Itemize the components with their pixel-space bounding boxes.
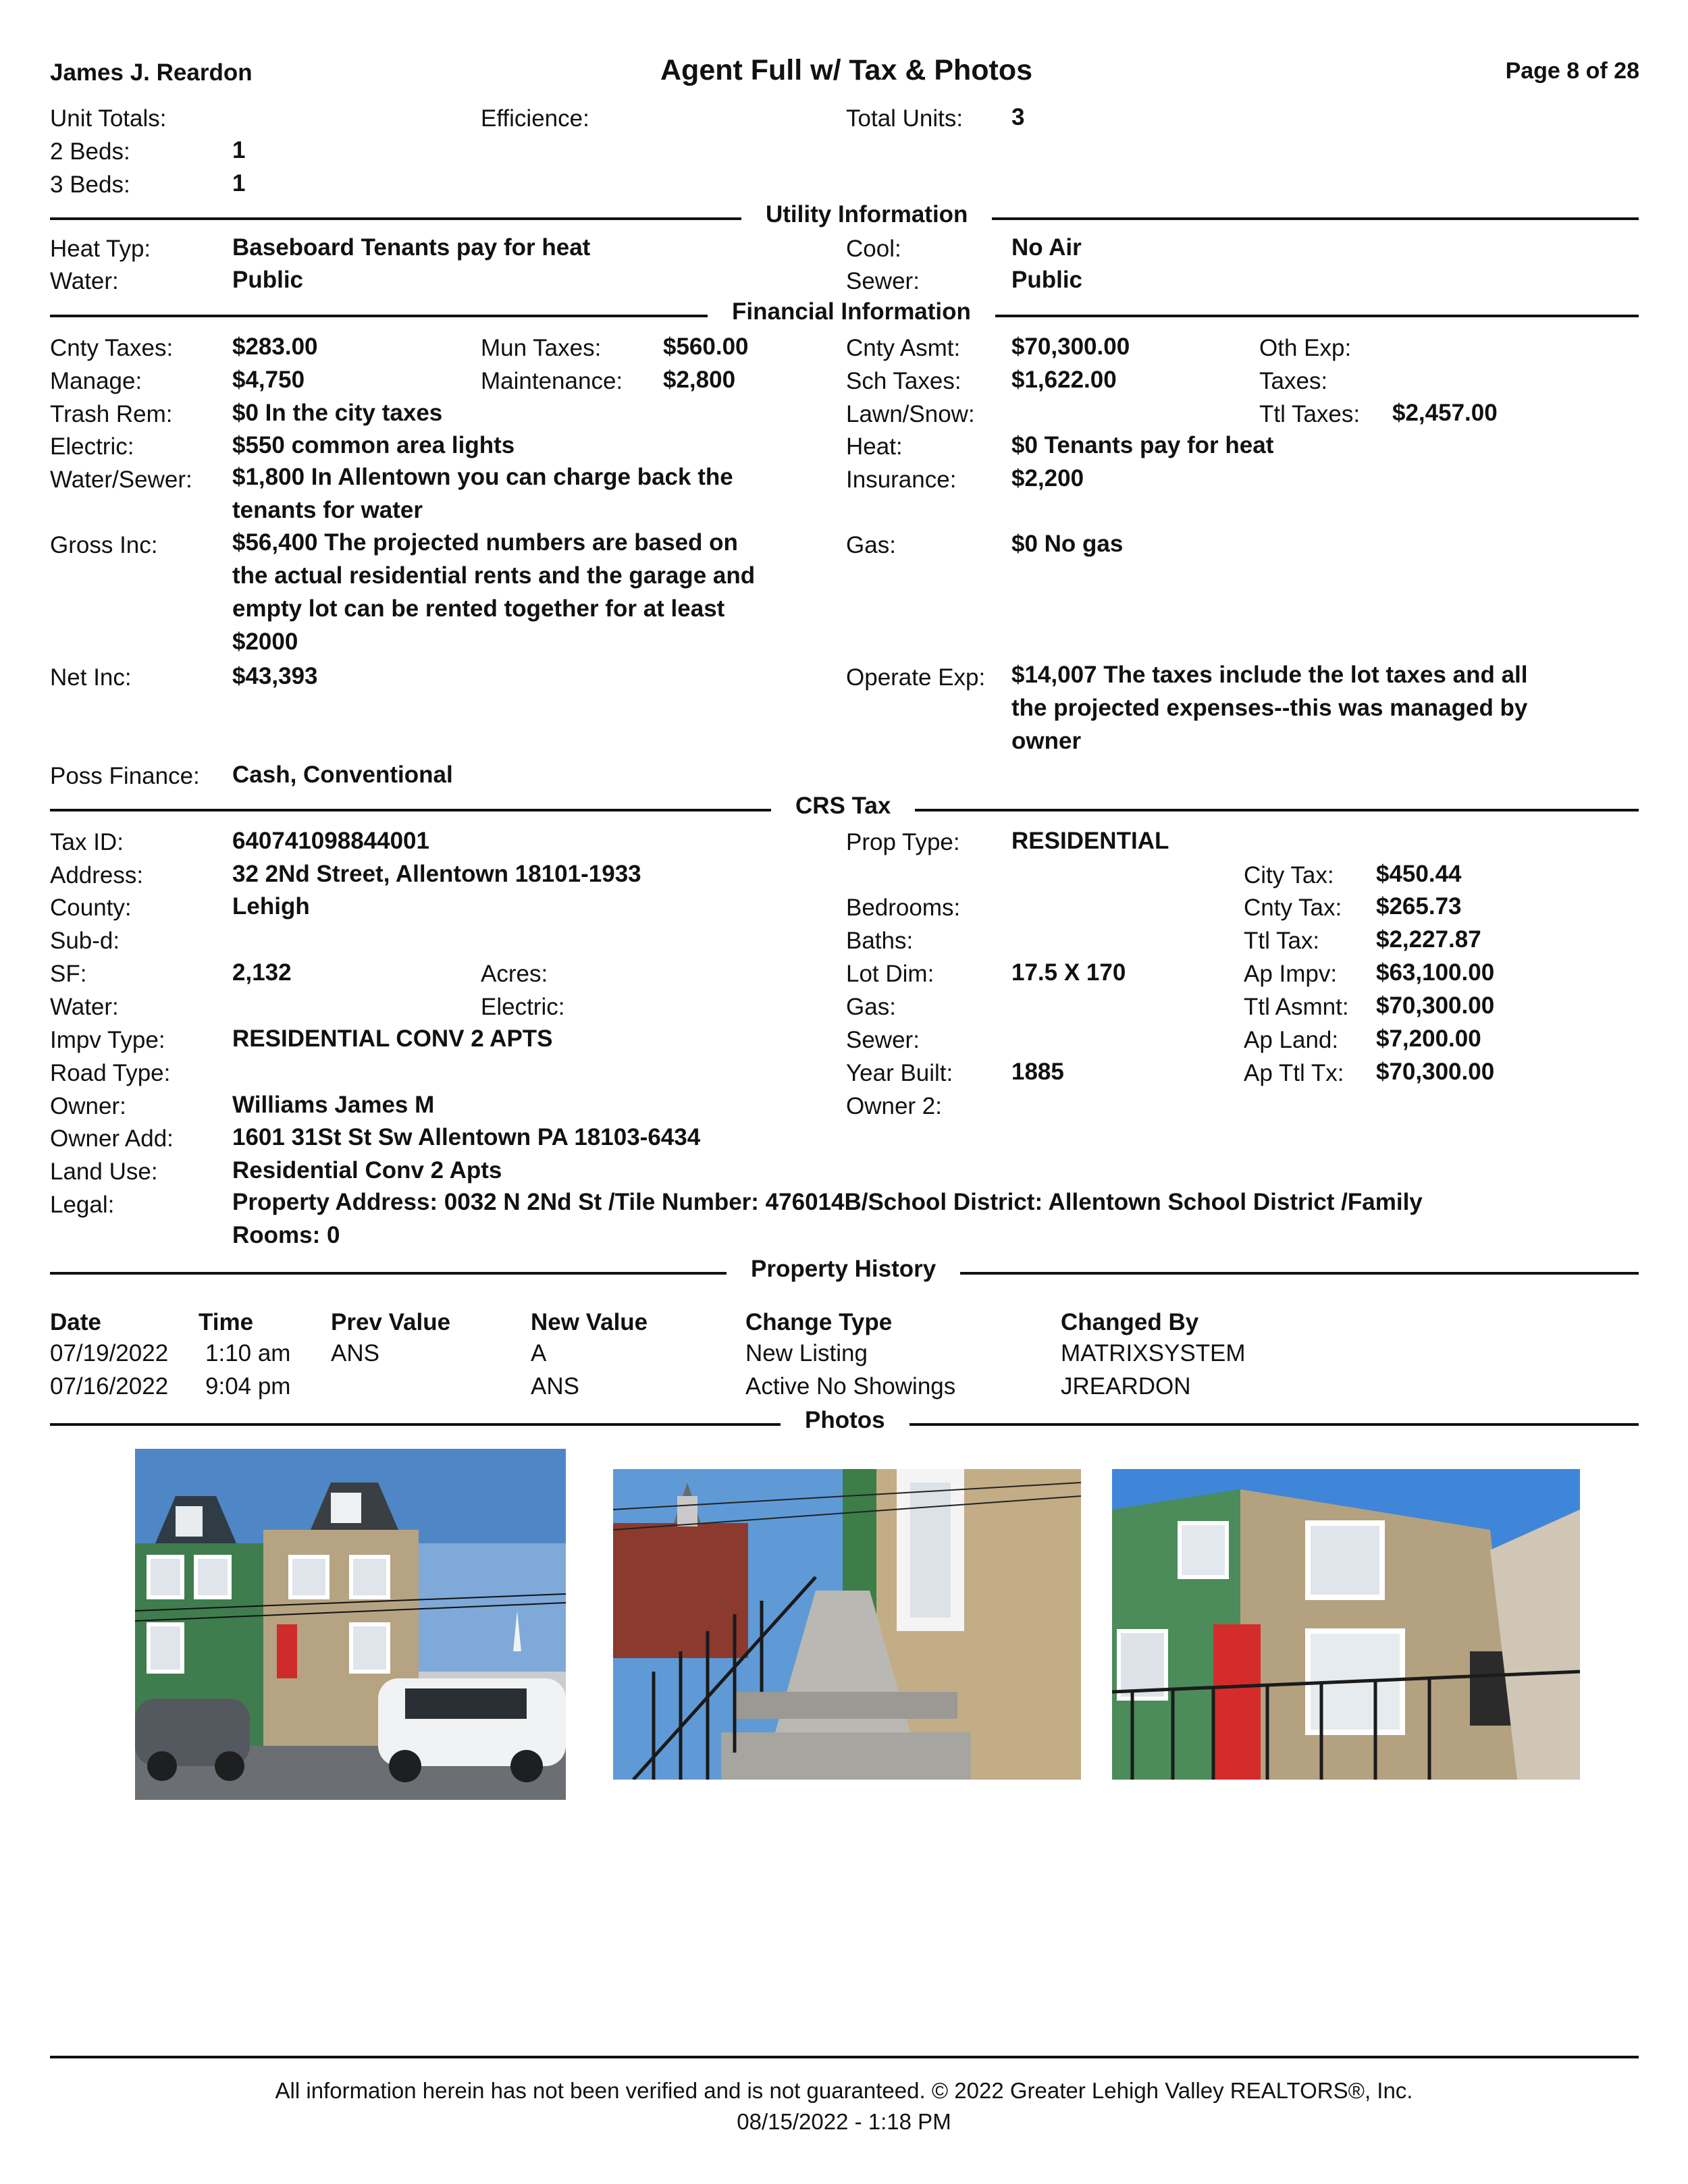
cnty-asmt-label: Cnty Asmt: — [846, 335, 961, 361]
crs-water-label: Water: — [50, 994, 119, 1020]
col-header-new-value: New Value — [531, 1309, 648, 1335]
cell-changed-by: JREARDON — [1061, 1373, 1191, 1400]
baths-label: Baths: — [846, 928, 914, 954]
sewer-value: Public — [1011, 267, 1083, 293]
ap-impv-label: Ap Impv: — [1244, 961, 1338, 987]
legal-value: Property Address: 0032 N 2Nd St /Tile Number: 476014B/School District: Allentown School District /Family Rooms: 0 — [232, 1189, 1423, 1248]
sewer-label: Sewer: — [846, 268, 920, 294]
photo-street-rowhouses — [135, 1449, 566, 1800]
electric-value: $550 common area lights — [232, 432, 515, 458]
owner-add-label: Owner Add: — [50, 1125, 174, 1152]
water-value: Public — [232, 267, 304, 293]
city-tax-value: $450.44 — [1376, 861, 1462, 887]
cell-prev-value: ANS — [331, 1340, 379, 1366]
history-section-header — [50, 1256, 1639, 1289]
ttl-tax-value: $2,227.87 — [1376, 926, 1481, 953]
agent-name: James J. Reardon — [50, 59, 253, 86]
photo-walkway-steps — [613, 1469, 1081, 1780]
water-sewer-label: Water/Sewer: — [50, 467, 192, 493]
net-inc-value: $43,393 — [232, 663, 318, 689]
col-header-change-type: Change Type — [745, 1309, 893, 1335]
footer-disclaimer: All information herein has not been verified and is not guaranteed. © 2022 Greater Lehigh Valley REALTORS®, Inc. — [275, 2078, 1413, 2103]
ttl-taxes-label: Ttl Taxes: — [1259, 401, 1361, 427]
heat-typ-label: Heat Typ: — [50, 236, 151, 262]
owner2-label: Owner 2: — [846, 1093, 942, 1119]
cell-change-type: New Listing — [745, 1340, 868, 1366]
col-header-date: Date — [50, 1309, 101, 1335]
cool-value: No Air — [1011, 234, 1082, 261]
ap-land-value: $7,200.00 — [1376, 1026, 1481, 1052]
footer-rule — [50, 2056, 1639, 2058]
lot-dim-value: 17.5 X 170 — [1011, 959, 1126, 986]
sf-label: SF: — [50, 961, 87, 987]
lawn-label: Lawn/Snow: — [846, 401, 975, 427]
county-value: Lehigh — [232, 893, 310, 920]
sch-taxes-label: Sch Taxes: — [846, 368, 961, 394]
beds3-value: 1 — [232, 170, 246, 196]
cell-new-value: A — [531, 1340, 547, 1366]
oth-exp-label: Oth Exp: — [1259, 335, 1352, 361]
footer-timestamp: 08/15/2022 - 1:18 PM — [737, 2109, 951, 2134]
photo-facade-red-door — [1112, 1469, 1580, 1780]
owner-add-value: 1601 31St St Sw Allentown PA 18103-6434 — [232, 1124, 701, 1150]
trash-label: Trash Rem: — [50, 401, 173, 427]
acres-label: Acres: — [481, 961, 548, 987]
efficience-label: Efficience: — [481, 105, 589, 132]
water-label: Water: — [50, 268, 119, 294]
total-units-value: 3 — [1011, 104, 1025, 130]
bedrooms-label: Bedrooms: — [846, 895, 961, 921]
tax-id-value: 640741098844001 — [232, 828, 429, 854]
county-label: County: — [50, 895, 132, 921]
cool-label: Cool: — [846, 236, 901, 262]
section-title: CRS Tax — [771, 793, 915, 820]
utility-section-header — [50, 201, 1639, 235]
crs-tax-section-header — [50, 793, 1639, 826]
manage-label: Manage: — [50, 368, 142, 394]
trash-value: $0 In the city taxes — [232, 400, 443, 426]
cell-changed-by: MATRIXSYSTEM — [1061, 1340, 1246, 1366]
mun-taxes-label: Mun Taxes: — [481, 335, 602, 361]
ttl-asmnt-value: $70,300.00 — [1376, 992, 1495, 1019]
section-title: Property History — [727, 1256, 960, 1283]
total-units-label: Total Units: — [846, 105, 964, 132]
subd-label: Sub-d: — [50, 928, 120, 954]
prop-type-value: RESIDENTIAL — [1011, 828, 1169, 854]
beds2-label: 2 Beds: — [50, 138, 130, 165]
heat-label: Heat: — [846, 433, 903, 460]
poss-finance-label: Poss Finance: — [50, 763, 200, 789]
crs-sewer-label: Sewer: — [846, 1027, 920, 1053]
operate-exp-value: $14,007 The taxes include the lot taxes and all the projected expenses--this was managed by owner — [1011, 662, 1528, 754]
taxes-label: Taxes: — [1259, 368, 1328, 394]
property-photo-3[interactable] — [1112, 1469, 1580, 1780]
water-sewer-value: $1,800 In Allentown you can charge back the tenants for water — [232, 464, 733, 523]
ap-ttl-tx-value: $70,300.00 — [1376, 1059, 1495, 1085]
ttl-taxes-value: $2,457.00 — [1392, 400, 1498, 426]
section-title: Financial Information — [708, 298, 995, 325]
cell-date: 07/19/2022 — [50, 1340, 169, 1366]
property-photo-2[interactable] — [613, 1469, 1081, 1780]
gas-value: $0 No gas — [1011, 531, 1124, 557]
gross-inc-label: Gross Inc: — [50, 532, 158, 558]
crs-gas-label: Gas: — [846, 994, 896, 1020]
property-photo-1[interactable] — [135, 1449, 566, 1800]
ttl-asmnt-label: Ttl Asmnt: — [1244, 994, 1349, 1020]
road-type-label: Road Type: — [50, 1060, 171, 1086]
net-inc-label: Net Inc: — [50, 664, 132, 691]
insurance-value: $2,200 — [1011, 465, 1084, 491]
crs-electric-label: Electric: — [481, 994, 565, 1020]
financial-section-header — [50, 298, 1639, 332]
col-header-prev-value: Prev Value — [331, 1309, 451, 1335]
owner-value: Williams James M — [232, 1092, 435, 1118]
prop-type-label: Prop Type: — [846, 829, 960, 855]
cnty-tax-value: $265.73 — [1376, 893, 1462, 920]
gross-inc-value: $56,400 The projected numbers are based on the actual residential rents and the garage and empty lot can be rented together for at least $2000 — [232, 529, 756, 655]
unit-totals-label: Unit Totals: — [50, 105, 167, 132]
section-title: Utility Information — [741, 201, 992, 228]
lot-dim-label: Lot Dim: — [846, 961, 934, 987]
maintenance-label: Maintenance: — [481, 368, 623, 394]
cell-date: 07/16/2022 — [50, 1373, 169, 1400]
report-title: Agent Full w/ Tax & Photos — [660, 54, 1033, 86]
page-number: Page 8 of 28 — [1505, 58, 1639, 84]
cell-new-value: ANS — [531, 1373, 579, 1400]
mun-taxes-value: $560.00 — [663, 334, 749, 360]
city-tax-label: City Tax: — [1244, 862, 1334, 888]
ap-ttl-tx-label: Ap Ttl Tx: — [1244, 1060, 1344, 1086]
heat-value: $0 Tenants pay for heat — [1011, 432, 1274, 458]
insurance-label: Insurance: — [846, 467, 957, 493]
cell-time: 1:10 am — [205, 1340, 291, 1366]
sch-taxes-value: $1,622.00 — [1011, 367, 1117, 393]
photos-section-header — [50, 1407, 1639, 1441]
ttl-tax-label: Ttl Tax: — [1244, 928, 1320, 954]
sf-value: 2,132 — [232, 959, 292, 986]
beds3-label: 3 Beds: — [50, 171, 130, 198]
poss-finance-value: Cash, Conventional — [232, 762, 453, 788]
cnty-asmt-value: $70,300.00 — [1011, 334, 1130, 360]
manage-value: $4,750 — [232, 367, 305, 393]
year-built-label: Year Built: — [846, 1060, 953, 1086]
cnty-taxes-label: Cnty Taxes: — [50, 335, 174, 361]
tax-id-label: Tax ID: — [50, 829, 124, 855]
ap-impv-value: $63,100.00 — [1376, 959, 1495, 986]
cnty-taxes-value: $283.00 — [232, 334, 318, 360]
cell-time: 9:04 pm — [205, 1373, 291, 1400]
ap-land-label: Ap Land: — [1244, 1027, 1339, 1053]
impv-type-value: RESIDENTIAL CONV 2 APTS — [232, 1026, 553, 1052]
owner-label: Owner: — [50, 1093, 126, 1119]
cell-change-type: Active No Showings — [745, 1373, 956, 1400]
impv-type-label: Impv Type: — [50, 1027, 165, 1053]
beds2-value: 1 — [232, 137, 246, 163]
legal-label: Legal: — [50, 1192, 115, 1218]
electric-label: Electric: — [50, 433, 134, 460]
col-header-changed-by: Changed By — [1061, 1309, 1199, 1335]
land-use-label: Land Use: — [50, 1158, 158, 1185]
address-value: 32 2Nd Street, Allentown 18101-1933 — [232, 861, 641, 887]
land-use-value: Residential Conv 2 Apts — [232, 1157, 502, 1183]
maintenance-value: $2,800 — [663, 367, 736, 393]
section-title: Photos — [781, 1407, 909, 1434]
address-label: Address: — [50, 862, 144, 888]
cnty-tax-label: Cnty Tax: — [1244, 895, 1342, 921]
year-built-value: 1885 — [1011, 1059, 1064, 1085]
gas-label: Gas: — [846, 532, 896, 558]
operate-exp-label: Operate Exp: — [846, 664, 986, 691]
col-header-time: Time — [199, 1309, 254, 1335]
heat-typ-value: Baseboard Tenants pay for heat — [232, 234, 591, 261]
